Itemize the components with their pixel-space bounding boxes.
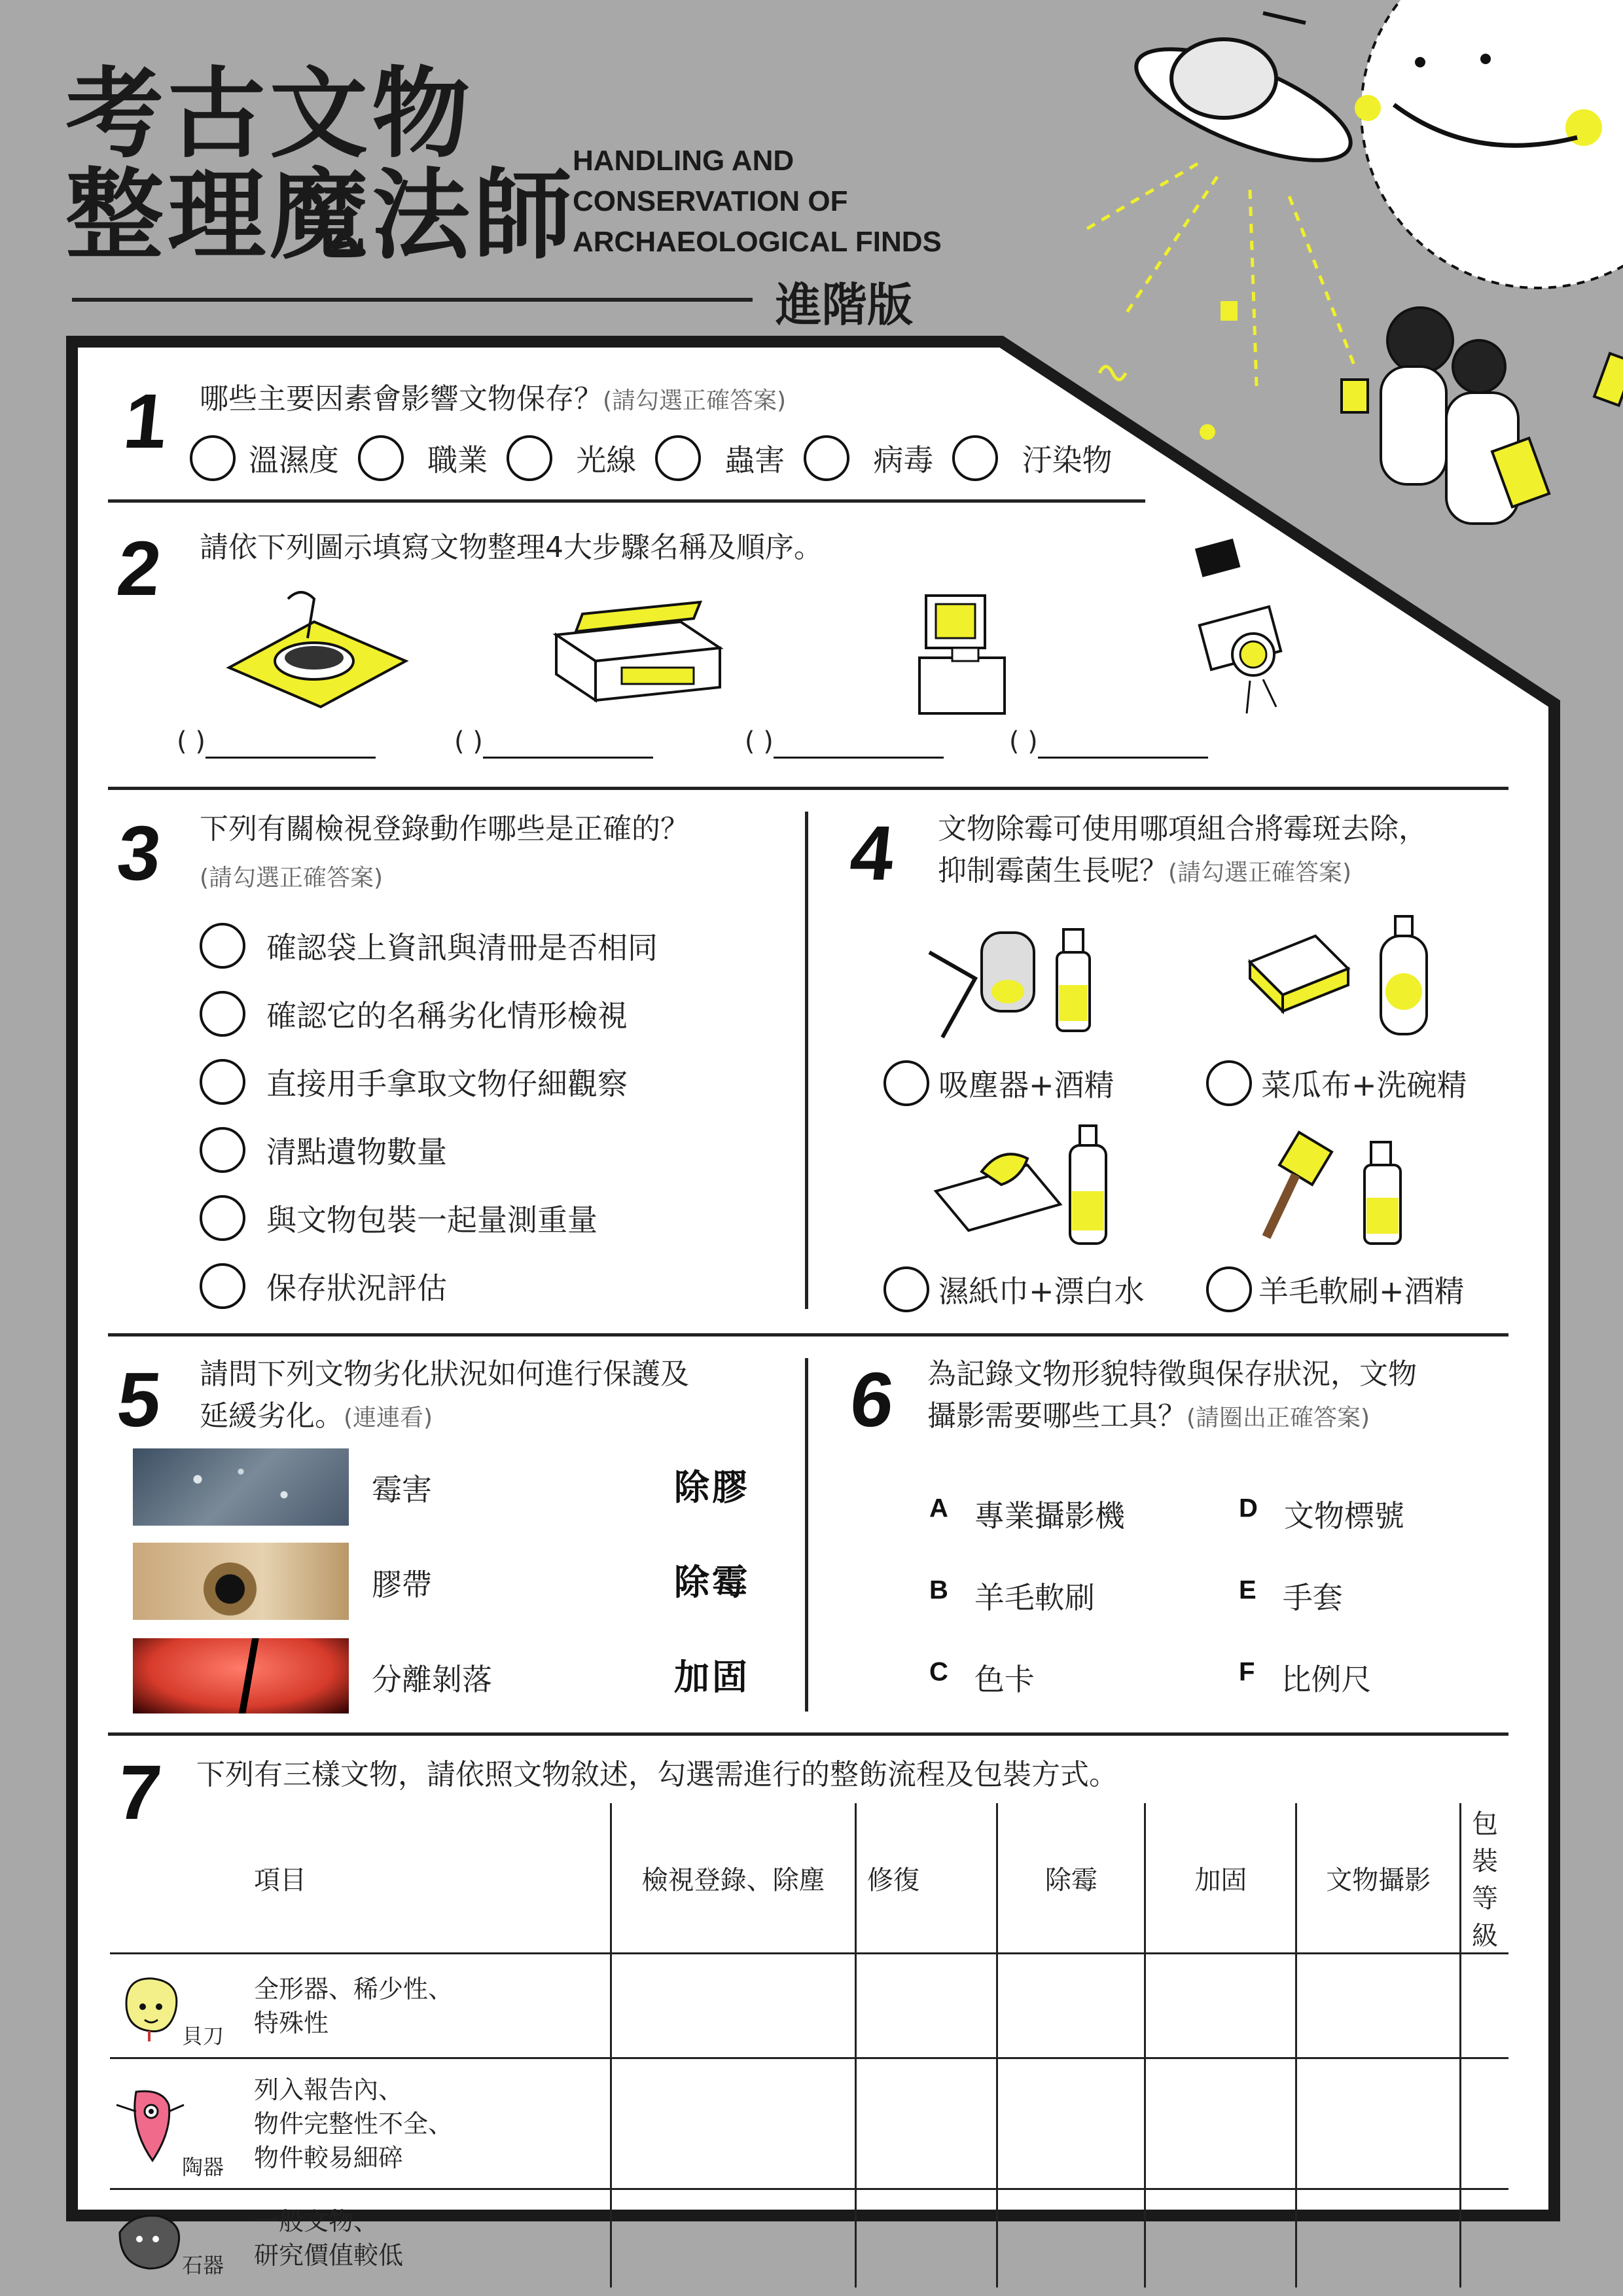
q7-table bbox=[110, 1803, 1508, 2287]
q4-checkbox-3[interactable] bbox=[883, 1266, 929, 1312]
q7-row-1-desc-2: 特殊性 bbox=[254, 2008, 329, 2037]
q1-checkbox-2[interactable] bbox=[358, 435, 404, 481]
stone-tool-icon bbox=[113, 2206, 185, 2278]
q3-checkbox-6[interactable] bbox=[200, 1263, 245, 1309]
q7-header-consolidate: 加固 bbox=[1145, 1803, 1296, 1954]
q4-option-4 bbox=[1206, 1266, 1465, 1312]
q4-text-line-1: 文物除霉可使用哪項組合將霉斑去除， bbox=[938, 812, 1427, 846]
q7-header-row bbox=[110, 1803, 1508, 1954]
q7-header-item: 項目 bbox=[110, 1803, 611, 1954]
q7-row-1-package-cell[interactable] bbox=[1461, 1954, 1509, 2058]
q1-checkbox-6[interactable] bbox=[952, 435, 998, 481]
q7-row-3-package-cell[interactable] bbox=[1461, 2189, 1509, 2287]
q7-row-2 bbox=[110, 2058, 1508, 2189]
q7-row-1-item bbox=[110, 1954, 611, 2058]
q2-blank-2-order[interactable]: ( ) bbox=[454, 726, 483, 757]
q4-text-line-2: 抑制霉菌生長呢？ bbox=[938, 854, 1168, 888]
q4-option-3 bbox=[883, 1266, 1145, 1312]
q7-header-package: 包裝等級 bbox=[1461, 1803, 1509, 1954]
q3-option-row-4 bbox=[200, 1127, 658, 1195]
q7-row-3 bbox=[110, 2189, 1508, 2287]
q1-text: 哪些主要因素會影響文物保存？ bbox=[200, 382, 603, 416]
q7-row-2-desc-3: 物件較易細碎 bbox=[254, 2143, 404, 2172]
q4-option-3-label: 濕紙巾+漂白水 bbox=[938, 1274, 1145, 1309]
title-line-1: 考古文物 bbox=[65, 58, 474, 171]
q1-checkbox-3[interactable] bbox=[507, 435, 552, 481]
q6-option-b-label: 羊毛軟刷 bbox=[974, 1580, 1095, 1615]
q6-number: 6 bbox=[846, 1357, 899, 1443]
q7-row-1 bbox=[110, 1954, 1508, 2058]
q7-row-3-name: 石器 bbox=[182, 2253, 224, 2278]
divider-q5-q7 bbox=[108, 1732, 1508, 1736]
q3-option-1: 確認袋上資訊與清冊是否相同 bbox=[266, 930, 658, 965]
q3-option-row-3 bbox=[200, 1059, 658, 1127]
q2-text: 請依下列圖示填寫文物整理4大步驟名稱及順序。 bbox=[200, 531, 823, 564]
q4-option-1 bbox=[883, 1060, 1115, 1106]
divider-vertical-34 bbox=[805, 812, 808, 1309]
q3-option-row-5 bbox=[200, 1195, 658, 1263]
divider-q3-q5 bbox=[108, 1333, 1508, 1336]
q6-letter-d: D bbox=[1239, 1494, 1258, 1523]
q7-row-2-item bbox=[110, 2058, 611, 2189]
q7-row-2-package-cell[interactable] bbox=[1461, 2058, 1509, 2189]
title-line-2: 整理魔法師 bbox=[65, 159, 577, 273]
q1-option-3: 光線 bbox=[576, 442, 637, 478]
q4-option-1-label: 吸塵器+酒精 bbox=[938, 1067, 1115, 1103]
q4-checkbox-1[interactable] bbox=[883, 1060, 929, 1106]
q6-option-f-label: 比例尺 bbox=[1281, 1662, 1372, 1697]
wetwipe-bleach-illustration bbox=[929, 1119, 1113, 1250]
q1-option-2: 職業 bbox=[427, 442, 488, 478]
q5-right-2[interactable]: 除霉 bbox=[674, 1562, 750, 1603]
q3-checkbox-2[interactable] bbox=[200, 991, 245, 1037]
q5-question bbox=[200, 1354, 689, 1439]
q7-row-1-inspect-cell[interactable] bbox=[611, 1954, 855, 2058]
q1-option-6: 汙染物 bbox=[1022, 442, 1113, 478]
divider-q1-q2 bbox=[108, 499, 1145, 503]
q4-checkbox-2[interactable] bbox=[1206, 1060, 1252, 1106]
q3-text: 下列有關檢視登錄動作哪些是正確的？ bbox=[200, 812, 689, 846]
q2-blank-4-order[interactable]: ( ) bbox=[1008, 726, 1038, 757]
q7-row-1-photo-cell[interactable] bbox=[1296, 1954, 1461, 2058]
q6-option-e[interactable] bbox=[1239, 1574, 1343, 1617]
q2-blank-3-line[interactable] bbox=[774, 726, 944, 759]
q3-checkbox-5[interactable] bbox=[200, 1195, 245, 1241]
q1-option-1: 溫濕度 bbox=[249, 442, 339, 478]
computer-illustration bbox=[913, 586, 1031, 717]
q3-options bbox=[200, 923, 658, 1331]
q7-row-2-inspect-cell[interactable] bbox=[611, 2058, 855, 2189]
q7-header-inspect: 檢視登錄、除塵 bbox=[611, 1803, 855, 1954]
q7-row-3-mold-cell[interactable] bbox=[997, 2189, 1145, 2287]
storage-box-illustration bbox=[550, 596, 726, 707]
vacuum-alcohol-illustration bbox=[916, 913, 1106, 1044]
divider-vertical-56 bbox=[805, 1358, 808, 1712]
q7-row-2-desc-1: 列入報告內、 bbox=[254, 2075, 404, 2104]
q2-blank-2-line[interactable] bbox=[483, 726, 653, 759]
q4-checkbox-4[interactable] bbox=[1206, 1266, 1252, 1312]
q3-option-2: 確認它的名稱劣化情形檢視 bbox=[266, 998, 628, 1033]
q6-letter-a: A bbox=[929, 1494, 948, 1523]
q6-option-d-label: 文物標號 bbox=[1283, 1498, 1404, 1534]
q4-hint: (請勾選正確答案) bbox=[1168, 859, 1352, 886]
q2-blank-1-order[interactable]: ( ) bbox=[177, 726, 205, 757]
title-en-line-2: CONSERVATION OF bbox=[573, 185, 848, 217]
brush-alcohol-illustration bbox=[1260, 1126, 1430, 1250]
q5-hint: (連連看) bbox=[344, 1405, 433, 1431]
q6-question bbox=[927, 1354, 1417, 1439]
q7-row-2-mold-cell[interactable] bbox=[997, 2058, 1145, 2189]
q6-option-c-label: 色卡 bbox=[974, 1662, 1035, 1697]
q1-option-4: 蟲害 bbox=[724, 442, 785, 478]
q6-option-c[interactable] bbox=[929, 1656, 1035, 1699]
q6-letter-f: F bbox=[1239, 1657, 1255, 1687]
q7-header-repair: 修復 bbox=[855, 1803, 997, 1954]
q7-row-3-inspect-cell[interactable] bbox=[611, 2189, 855, 2287]
q6-letter-e: E bbox=[1239, 1575, 1257, 1605]
q2-blank-3-order[interactable]: ( ) bbox=[744, 726, 774, 757]
q4-option-2-label: 菜瓜布+洗碗精 bbox=[1261, 1067, 1467, 1103]
q3-option-row-2 bbox=[200, 991, 658, 1059]
q6-option-a-label: 專業攝影機 bbox=[974, 1498, 1125, 1534]
q6-option-a[interactable] bbox=[929, 1492, 1125, 1535]
q3-option-row-1 bbox=[200, 923, 658, 991]
q2-number: 2 bbox=[113, 526, 166, 612]
q7-row-1-mold-cell[interactable] bbox=[997, 1954, 1145, 2058]
q3-checkbox-3[interactable] bbox=[200, 1059, 245, 1105]
q1-checkbox-4[interactable] bbox=[655, 435, 701, 481]
q1-hint: (請勾選正確答案) bbox=[603, 387, 787, 414]
q7-number: 7 bbox=[113, 1749, 166, 1836]
q5-text-line-1: 請問下列文物劣化狀況如何進行保護及 bbox=[200, 1357, 689, 1391]
q6-option-d[interactable] bbox=[1239, 1492, 1404, 1535]
q5-right-1[interactable]: 除膠 bbox=[674, 1467, 750, 1508]
tape-photo bbox=[133, 1543, 349, 1620]
q3-checkbox-4[interactable] bbox=[200, 1127, 245, 1173]
edition-label: 進階版 bbox=[776, 278, 913, 332]
q6-letter-b: B bbox=[929, 1575, 948, 1605]
q7-row-2-photo-cell[interactable] bbox=[1296, 2058, 1461, 2189]
sponge-detergent-illustration bbox=[1243, 910, 1440, 1041]
q7-header-mold: 除霉 bbox=[997, 1803, 1145, 1954]
q1-number: 1 bbox=[120, 378, 172, 465]
q3-option-4: 清點遺物數量 bbox=[266, 1134, 447, 1170]
q1-options bbox=[190, 435, 1112, 481]
q7-row-2-consolidate-cell[interactable] bbox=[1145, 2058, 1296, 2189]
q2-blank-1-line[interactable] bbox=[205, 726, 376, 759]
q2-blank-4-line[interactable] bbox=[1038, 726, 1208, 759]
q6-hint: (請圈出正確答案) bbox=[1186, 1405, 1370, 1431]
q7-row-3-desc-2: 研究價值較低 bbox=[254, 2241, 404, 2270]
q5-text-line-2: 延緩劣化。 bbox=[200, 1399, 344, 1433]
shell-knife-icon bbox=[113, 1971, 185, 2043]
q3-option-5: 與文物包裝一起量測重量 bbox=[266, 1202, 597, 1238]
q6-option-f[interactable] bbox=[1239, 1656, 1371, 1699]
q3-checkbox-1[interactable] bbox=[200, 923, 245, 969]
flaking-photo bbox=[133, 1638, 349, 1713]
q5-number: 5 bbox=[113, 1357, 166, 1443]
q5-left-1[interactable]: 霉害 bbox=[372, 1472, 432, 1507]
q5-left-3[interactable]: 分離剝落 bbox=[372, 1662, 492, 1697]
q1-checkbox-1[interactable] bbox=[190, 435, 236, 481]
q3-hint: (請勾選正確答案) bbox=[200, 865, 383, 891]
q7-row-2-repair-cell[interactable] bbox=[855, 2058, 997, 2189]
q5-left-2[interactable]: 膠帶 bbox=[372, 1567, 432, 1602]
q7-row-3-repair-cell[interactable] bbox=[855, 2189, 997, 2287]
q4-option-4-label: 羊毛軟刷+酒精 bbox=[1258, 1274, 1465, 1309]
q6-letter-c: C bbox=[929, 1657, 948, 1687]
divider-q2-q3 bbox=[108, 787, 1508, 790]
q7-row-3-photo-cell[interactable] bbox=[1296, 2189, 1461, 2287]
q3-option-6: 保存狀況評估 bbox=[266, 1270, 447, 1306]
pottery-icon bbox=[113, 2085, 185, 2164]
q1-question bbox=[200, 378, 786, 422]
title-en-line-1: HANDLING AND bbox=[573, 145, 794, 177]
q7-row-1-consolidate-cell[interactable] bbox=[1145, 1954, 1296, 2058]
dusting-bowl-illustration bbox=[216, 589, 412, 713]
q7-row-2-name: 陶器 bbox=[182, 2155, 224, 2179]
q3-option-row-6 bbox=[200, 1263, 658, 1331]
q4-option-2 bbox=[1206, 1060, 1467, 1106]
q7-row-3-consolidate-cell[interactable] bbox=[1145, 2189, 1296, 2287]
q7-row-1-desc-1: 全形器、稀少性、 bbox=[254, 1974, 454, 2003]
q5-right-3[interactable]: 加固 bbox=[674, 1657, 750, 1698]
q7-row-1-name: 貝刀 bbox=[182, 2024, 224, 2049]
q6-text-line-2: 攝影需要哪些工具？ bbox=[927, 1399, 1186, 1433]
q4-number: 4 bbox=[846, 810, 899, 897]
q7-row-3-desc-1: 一般文物、 bbox=[254, 2207, 379, 2236]
q6-option-e-label: 手套 bbox=[1282, 1580, 1343, 1615]
q7-row-3-item bbox=[110, 2189, 611, 2287]
q1-option-5: 病毒 bbox=[873, 442, 934, 478]
q7-row-1-repair-cell[interactable] bbox=[855, 1954, 997, 2058]
q4-question bbox=[938, 808, 1427, 894]
q7-row-2-desc-2: 物件完整性不全、 bbox=[254, 2109, 454, 2138]
mold-photo bbox=[133, 1448, 349, 1526]
q3-number: 3 bbox=[113, 810, 166, 897]
q3-option-3: 直接用手拿取文物仔細觀察 bbox=[266, 1066, 628, 1102]
title-en-line-3: ARCHAEOLOGICAL FINDS bbox=[573, 226, 942, 258]
q7-text: 下列有三樣文物，請依照文物敘述，勾選需進行的整飭流程及包裝方式。 bbox=[196, 1758, 1118, 1791]
q7-header-photo: 文物攝影 bbox=[1296, 1803, 1461, 1954]
q1-checkbox-5[interactable] bbox=[804, 435, 849, 481]
camera-illustration bbox=[1185, 530, 1315, 726]
q2-answer-blanks bbox=[177, 726, 1208, 759]
q6-text-line-1: 為記錄文物形貌特徵與保存狀況，文物 bbox=[927, 1357, 1417, 1391]
q6-option-b[interactable] bbox=[929, 1574, 1095, 1617]
